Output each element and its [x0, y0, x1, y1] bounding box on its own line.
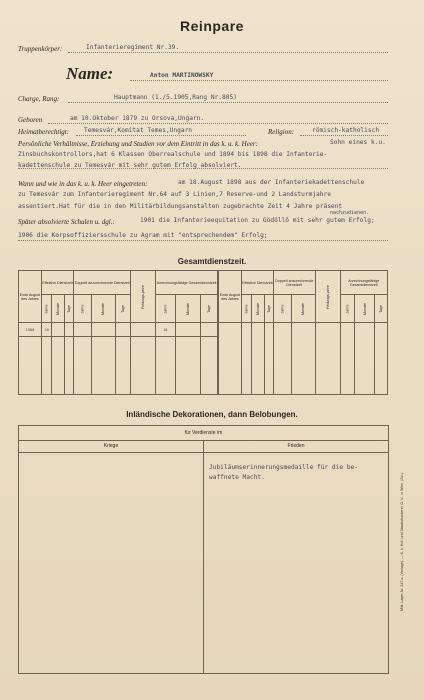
subheader-tage: Tage	[266, 304, 271, 313]
dekorationen-table	[18, 425, 389, 674]
subheader-jahre: Jahre	[163, 304, 168, 313]
subheader-tage: Tage	[206, 304, 211, 313]
subheader-monate: Monate	[185, 302, 190, 315]
frieden-header: Frieden	[204, 440, 388, 453]
truppenkoerper-value: Infanterieregiment Nr.39.	[86, 44, 180, 51]
geboren-line	[48, 123, 388, 124]
subheader-tage: Tage	[120, 304, 125, 313]
geboren-label: Geboren	[18, 116, 43, 124]
eingetreten-label: Wann und wie in das k. u. k. Heer eingetreten:	[18, 180, 148, 188]
printer-note-text: Milit. Lager-Nr. 317 a. (Vorlage). — K. k. Hof- und Staatsdruckerei. D. V., in Wien. (So.)	[400, 473, 404, 611]
cell-anrechnung-jahre: 10	[156, 323, 175, 337]
verhaeltnisse-label: Persönliche Verhältnisse, Erziehung und Studien vor dem Eintritt in das k. u. k. Heer:	[18, 140, 258, 148]
gesamtdienstzeit-title: Gesamtdienstzeit.	[177, 257, 247, 266]
verhaeltnisse-value-2: Zinsbuchskontrollors,hat 6 Klassen Oberrealschule und 1894 bis 1898 die Infanterie-	[18, 151, 328, 158]
heimat-value: Temesvár,Komitat Temes,Ungarn	[84, 127, 193, 134]
subheader-monate: Monate	[56, 302, 61, 315]
schulen-line	[18, 240, 388, 241]
header-jahr: Ende August des Jahres	[19, 271, 42, 323]
subheader-monate: Monate	[256, 302, 260, 315]
cell-jahr: 1908	[19, 323, 42, 337]
name-line	[130, 80, 388, 81]
header-jahr-right: Ende August des Jahres	[219, 271, 242, 323]
subheader-monate: Monate	[362, 302, 367, 315]
charge-line	[68, 102, 388, 103]
heimat-line	[76, 135, 246, 136]
charge-label: Charge, Rang:	[18, 95, 60, 103]
subheader-tage: Tage	[378, 304, 383, 313]
kriege-header: Kriege	[19, 440, 203, 453]
header-doppelt: Doppelt anzurechnende Dienstzeit	[74, 271, 131, 295]
header-effektive-right: Effektive Dienstzeit	[242, 271, 274, 295]
column-divider	[203, 440, 204, 673]
dekorationen-title: Inländische Dekorationen, dann Belobungen.	[126, 410, 298, 419]
gesamtdienstzeit-table-right	[218, 270, 388, 395]
subheader-jahre: Jahre	[80, 304, 85, 313]
geboren-value: am 10.Oktober 1879 zu Orsova,Ungarn.	[70, 115, 205, 122]
religion-value: römisch-katholisch	[312, 127, 380, 134]
document-title: Reinpare	[180, 18, 244, 34]
subheader-monate: Monate	[301, 302, 306, 315]
name-label: Name:	[66, 64, 114, 83]
cell-jahre: 10	[42, 323, 52, 337]
truppenkoerper-label: Truppenkörper:	[18, 45, 63, 53]
subheader-jahre: Jahre	[280, 304, 285, 313]
schulen-label: Später absolvierte Schulen u. dgl.:	[18, 218, 115, 226]
religion-line	[300, 135, 388, 136]
verhaeltnisse-value-1: Sohn eines k.u.	[330, 139, 386, 146]
printer-note	[397, 430, 407, 670]
subheader-monate: Monate	[101, 302, 106, 315]
subheader-jahre: Jahre	[244, 304, 249, 313]
eingetreten-value-1: am 18.August 1898 aus der Infanteriekadettenschule	[178, 179, 365, 186]
verhaeltnisse-value-3: kadettenschule zu Temesvár mit sehr gutem Erfolg absolviert.	[18, 162, 242, 169]
truppenkoerper-line	[68, 52, 388, 53]
header-doppelt-right: Doppelt anzurechnende Dienstzeit	[273, 271, 315, 295]
schulen-value-2: 1906 die Korpsoffiziersschule zu Agram mit "entsprechendem" Erfolg;	[18, 232, 268, 239]
fuer-verdienste-header: für Verdienste im	[19, 426, 388, 441]
subheader-jahre: Jahre	[44, 304, 49, 313]
header-effektive: Effektive Dienstzeit	[42, 271, 74, 295]
eingetreten-value-4: nachzudienen.	[330, 210, 370, 216]
header-anrechnung-right: Anrechnungsfähige Gesamtdienstzeit	[340, 271, 387, 295]
subheader-jahre: Jahre	[345, 304, 350, 313]
eingetreten-value-3: assentiert.Hat für die in den Militärbildungsanstalten zugebrachte Zeit 4 Jahre präsent	[18, 203, 343, 210]
subheader-tage: Tage	[67, 304, 72, 313]
charge-value: Hauptmann (1./5.1905,Rang Nr.805)	[114, 94, 237, 101]
header-feldzug: Feldzugs-jahre	[141, 284, 146, 309]
frieden-entry-line2: waffnete Macht.	[209, 474, 265, 481]
eingetreten-value-2: zu Temesvár zum Infanterieregiment Nr.64 auf 3 Linien,7 Reserve-und 2 Landsturmjahre	[18, 191, 331, 198]
frieden-entry-line1: Jubiläumserinnerungsmedaille für die be-	[209, 464, 359, 471]
religion-label: Religion:	[268, 128, 295, 136]
name-value: Anton MARTINOWSKY	[150, 72, 214, 79]
schulen-value-1: 1901 die Infanterieequitation zu Gödöllő mit sehr gutem Erfolg;	[140, 217, 375, 224]
gesamtdienstzeit-table-left	[18, 270, 218, 395]
header-feldzug-right: Feldzugs-jahre	[325, 284, 330, 309]
heimat-label: Heimatberechtigt:	[18, 128, 70, 136]
header-anrechnung: Anrechnungsfähige Gesamtdienstzeit	[156, 271, 218, 295]
